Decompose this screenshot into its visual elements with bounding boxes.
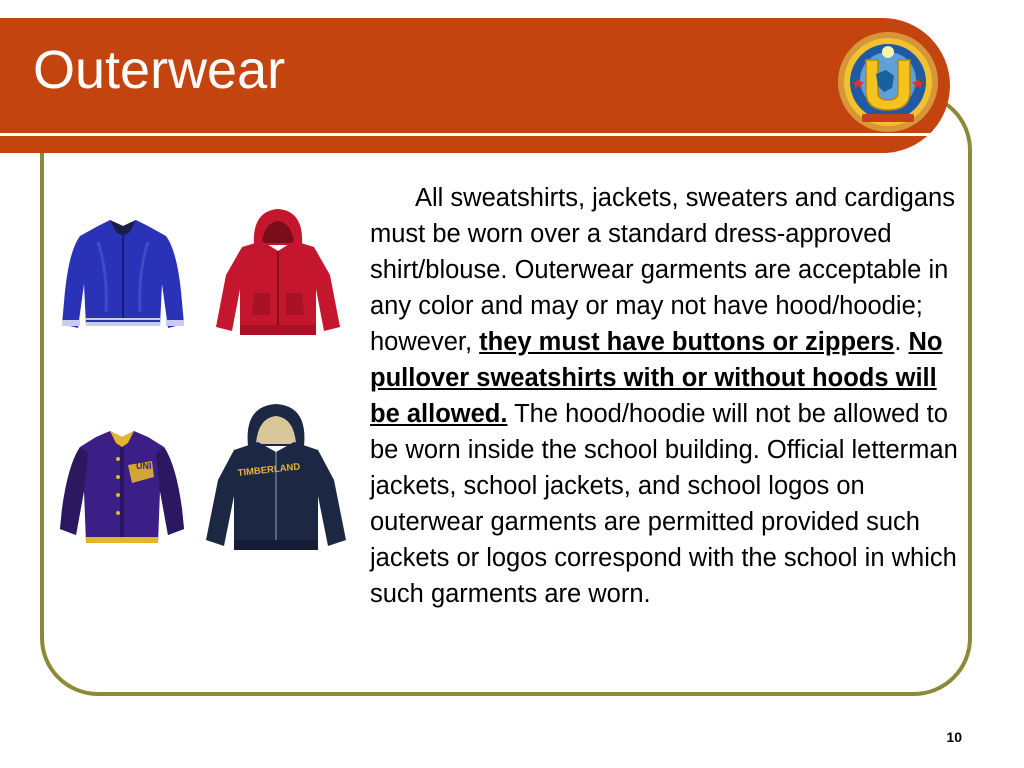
policy-paragraph — [370, 180, 960, 612]
title-underline — [0, 133, 930, 136]
letterman-logo-text: UNI — [136, 461, 152, 471]
pullover-prohibition: No pullover sweatshirts with or without hoods will be allowed. — [370, 328, 943, 428]
page-number: 10 — [946, 729, 962, 745]
red-hoodie-image — [206, 205, 346, 347]
policy-text — [370, 180, 960, 612]
policy-text-part3: The hood/hoodie will not be allowed to be worn inside the school building. Official letterman jackets, school jackets, and school logos on outerwear garments are permitted provided such jackets or logos correspond with the school in which such garments are worn. — [370, 400, 958, 608]
policy-text-part1: All sweatshirts, jackets, sweaters and cardigans must be worn over a standard dress-approved shirt/blouse. Outerwear garments are acceptable in any color and may or may not have hood/hoodie; however, — [370, 184, 955, 356]
hoodie-print-text: TIMBERLAND — [237, 461, 301, 479]
blue-satin-jacket-image — [58, 212, 188, 342]
zipper-requirement: they must have buttons or zippers — [479, 328, 895, 356]
slide-title: Outerwear — [33, 40, 286, 100]
purple-letterman-jacket-image — [56, 425, 188, 550]
navy-hoodie-image — [198, 400, 352, 562]
policy-text-part2: . — [894, 328, 909, 356]
school-district-logo — [836, 30, 940, 134]
